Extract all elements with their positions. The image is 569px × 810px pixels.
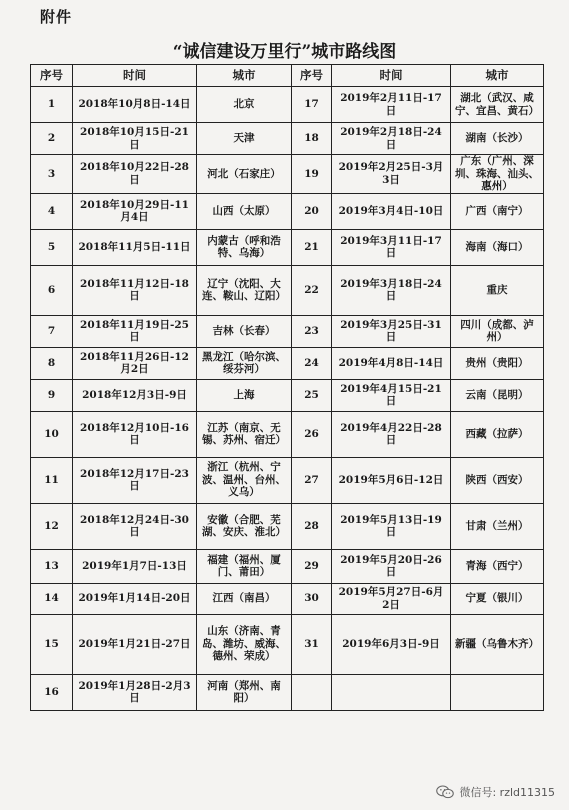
city-cell-right: 海南（海口） <box>451 229 544 265</box>
city-cell-right: 广西（南宁） <box>451 193 544 229</box>
city-cell-right: 陕西（西安） <box>451 457 544 503</box>
seq-number-right: 31 <box>292 614 332 674</box>
time-cell-left: 2018年10月22日-28日 <box>73 155 197 194</box>
time-cell-right: 2019年6月3日-9日 <box>332 614 451 674</box>
time-cell-left: 2018年11月19日-25日 <box>73 315 197 347</box>
seq-number-right: 19 <box>292 155 332 194</box>
seq-number-right: 26 <box>292 411 332 457</box>
city-cell-left: 安徽（合肥、芜湖、安庆、淮北） <box>197 503 292 549</box>
city-cell-right: 西藏（拉萨） <box>451 411 544 457</box>
seq-number-right: 24 <box>292 347 332 379</box>
table-row <box>31 229 544 265</box>
city-cell-right <box>451 674 544 710</box>
time-cell-right: 2019年3月18日-24日 <box>332 265 451 315</box>
time-cell-right: 2019年4月22日-28日 <box>332 411 451 457</box>
table-row <box>31 549 544 583</box>
seq-number-left: 8 <box>31 347 73 379</box>
seq-number-right: 21 <box>292 229 332 265</box>
time-cell-left: 2018年11月5日-11日 <box>73 229 197 265</box>
seq-number-left: 1 <box>31 87 73 123</box>
table-row <box>31 193 544 229</box>
city-cell-left: 河北（石家庄） <box>197 155 292 194</box>
table-header-row <box>31 65 544 87</box>
time-cell-right: 2019年2月18日-24日 <box>332 123 451 155</box>
time-cell-left: 2018年11月26日-12月2日 <box>73 347 197 379</box>
table-row <box>31 583 544 614</box>
time-cell-right: 2019年5月6日-12日 <box>332 457 451 503</box>
annex-label: 附件 <box>40 8 73 26</box>
seq-number-left: 6 <box>31 265 73 315</box>
watermark-text: 微信号: rzld11315 <box>459 786 555 799</box>
table-row <box>31 503 544 549</box>
time-cell-right: 2019年5月27日-6月2日 <box>332 583 451 614</box>
seq-number-left: 10 <box>31 411 73 457</box>
city-cell-right: 湖北（武汉、咸宁、宜昌、黄石） <box>451 87 544 123</box>
city-cell-left: 山东（济南、青岛、潍坊、威海、德州、荣成） <box>197 614 292 674</box>
city-cell-left: 河南（郑州、南阳） <box>197 674 292 710</box>
seq-number-right: 29 <box>292 549 332 583</box>
city-cell-left: 浙江（杭州、宁波、温州、台州、义乌） <box>197 457 292 503</box>
city-cell-right: 湖南（长沙） <box>451 123 544 155</box>
city-cell-right: 四川（成都、泸州） <box>451 315 544 347</box>
city-cell-left: 北京 <box>197 87 292 123</box>
time-cell-left: 2019年1月7日-13日 <box>73 549 197 583</box>
seq-number-right: 30 <box>292 583 332 614</box>
header-seq-right: 序号 <box>292 65 332 87</box>
time-cell-left: 2018年10月15日-21日 <box>73 123 197 155</box>
city-cell-right: 云南（昆明） <box>451 379 544 411</box>
city-cell-right: 重庆 <box>451 265 544 315</box>
header-city-left: 城市 <box>197 65 292 87</box>
time-cell-left: 2018年12月17日-23日 <box>73 457 197 503</box>
city-cell-right: 青海（西宁） <box>451 549 544 583</box>
table-row <box>31 674 544 710</box>
city-route-table <box>30 64 544 711</box>
time-cell-left: 2018年12月10日-16日 <box>73 411 197 457</box>
table-row <box>31 411 544 457</box>
time-cell-right <box>332 674 451 710</box>
city-cell-right: 甘肃（兰州） <box>451 503 544 549</box>
table-row <box>31 87 544 123</box>
time-cell-left: 2019年1月14日-20日 <box>73 583 197 614</box>
header-time-right: 时间 <box>332 65 451 87</box>
seq-number-right: 28 <box>292 503 332 549</box>
city-cell-left: 内蒙古（呼和浩特、乌海） <box>197 229 292 265</box>
time-cell-left: 2018年10月29日-11月4日 <box>73 193 197 229</box>
seq-number-left: 4 <box>31 193 73 229</box>
time-cell-right: 2019年5月20日-26日 <box>332 549 451 583</box>
time-cell-left: 2018年12月24日-30日 <box>73 503 197 549</box>
seq-number-left: 12 <box>31 503 73 549</box>
city-cell-left: 辽宁（沈阳、大连、鞍山、辽阳） <box>197 265 292 315</box>
header-city-right: 城市 <box>451 65 544 87</box>
wechat-icon <box>436 785 454 799</box>
seq-number-right: 22 <box>292 265 332 315</box>
time-cell-right: 2019年4月15日-21日 <box>332 379 451 411</box>
seq-number-left: 16 <box>31 674 73 710</box>
time-cell-right: 2019年3月11日-17日 <box>332 229 451 265</box>
time-cell-right: 2019年5月13日-19日 <box>332 503 451 549</box>
seq-number-left: 11 <box>31 457 73 503</box>
table-row <box>31 347 544 379</box>
seq-number-left: 2 <box>31 123 73 155</box>
city-cell-right: 新疆（乌鲁木齐） <box>451 614 544 674</box>
city-cell-left: 吉林（长春） <box>197 315 292 347</box>
city-cell-left: 山西（太原） <box>197 193 292 229</box>
city-cell-left: 江西（南昌） <box>197 583 292 614</box>
time-cell-right: 2019年4月8日-14日 <box>332 347 451 379</box>
city-cell-left: 江苏（南京、无锡、苏州、宿迁） <box>197 411 292 457</box>
wechat-watermark <box>436 784 555 800</box>
seq-number-right: 17 <box>292 87 332 123</box>
time-cell-right: 2019年3月4日-10日 <box>332 193 451 229</box>
seq-number-right <box>292 674 332 710</box>
seq-number-right: 25 <box>292 379 332 411</box>
time-cell-left: 2018年12月3日-9日 <box>73 379 197 411</box>
seq-number-right: 20 <box>292 193 332 229</box>
seq-number-right: 27 <box>292 457 332 503</box>
table-row <box>31 265 544 315</box>
time-cell-right: 2019年3月25日-31日 <box>332 315 451 347</box>
header-seq-left: 序号 <box>31 65 73 87</box>
header-time-left: 时间 <box>73 65 197 87</box>
seq-number-left: 15 <box>31 614 73 674</box>
time-cell-right: 2019年2月25日-3月3日 <box>332 155 451 194</box>
city-cell-right: 广东（广州、深圳、珠海、汕头、惠州） <box>451 155 544 194</box>
seq-number-left: 3 <box>31 155 73 194</box>
city-cell-left: 上海 <box>197 379 292 411</box>
city-cell-right: 贵州（贵阳） <box>451 347 544 379</box>
table-row <box>31 457 544 503</box>
table-row <box>31 315 544 347</box>
time-cell-left: 2019年1月21日-27日 <box>73 614 197 674</box>
table-row <box>31 379 544 411</box>
time-cell-right: 2019年2月11日-17日 <box>332 87 451 123</box>
city-cell-left: 黑龙江（哈尔滨、绥芬河） <box>197 347 292 379</box>
seq-number-left: 7 <box>31 315 73 347</box>
seq-number-right: 23 <box>292 315 332 347</box>
time-cell-left: 2018年10月8日-14日 <box>73 87 197 123</box>
time-cell-left: 2019年1月28日-2月3日 <box>73 674 197 710</box>
table-row <box>31 123 544 155</box>
seq-number-left: 5 <box>31 229 73 265</box>
time-cell-left: 2018年11月12日-18日 <box>73 265 197 315</box>
seq-number-left: 14 <box>31 583 73 614</box>
document-title: “诚信建设万里行”城市路线图 <box>172 42 397 62</box>
city-cell-left: 福建（福州、厦门、莆田） <box>197 549 292 583</box>
seq-number-left: 13 <box>31 549 73 583</box>
table-row <box>31 155 544 194</box>
city-cell-right: 宁夏（银川） <box>451 583 544 614</box>
city-cell-left: 天津 <box>197 123 292 155</box>
seq-number-left: 9 <box>31 379 73 411</box>
table-row <box>31 614 544 674</box>
seq-number-right: 18 <box>292 123 332 155</box>
table-body <box>31 87 544 711</box>
